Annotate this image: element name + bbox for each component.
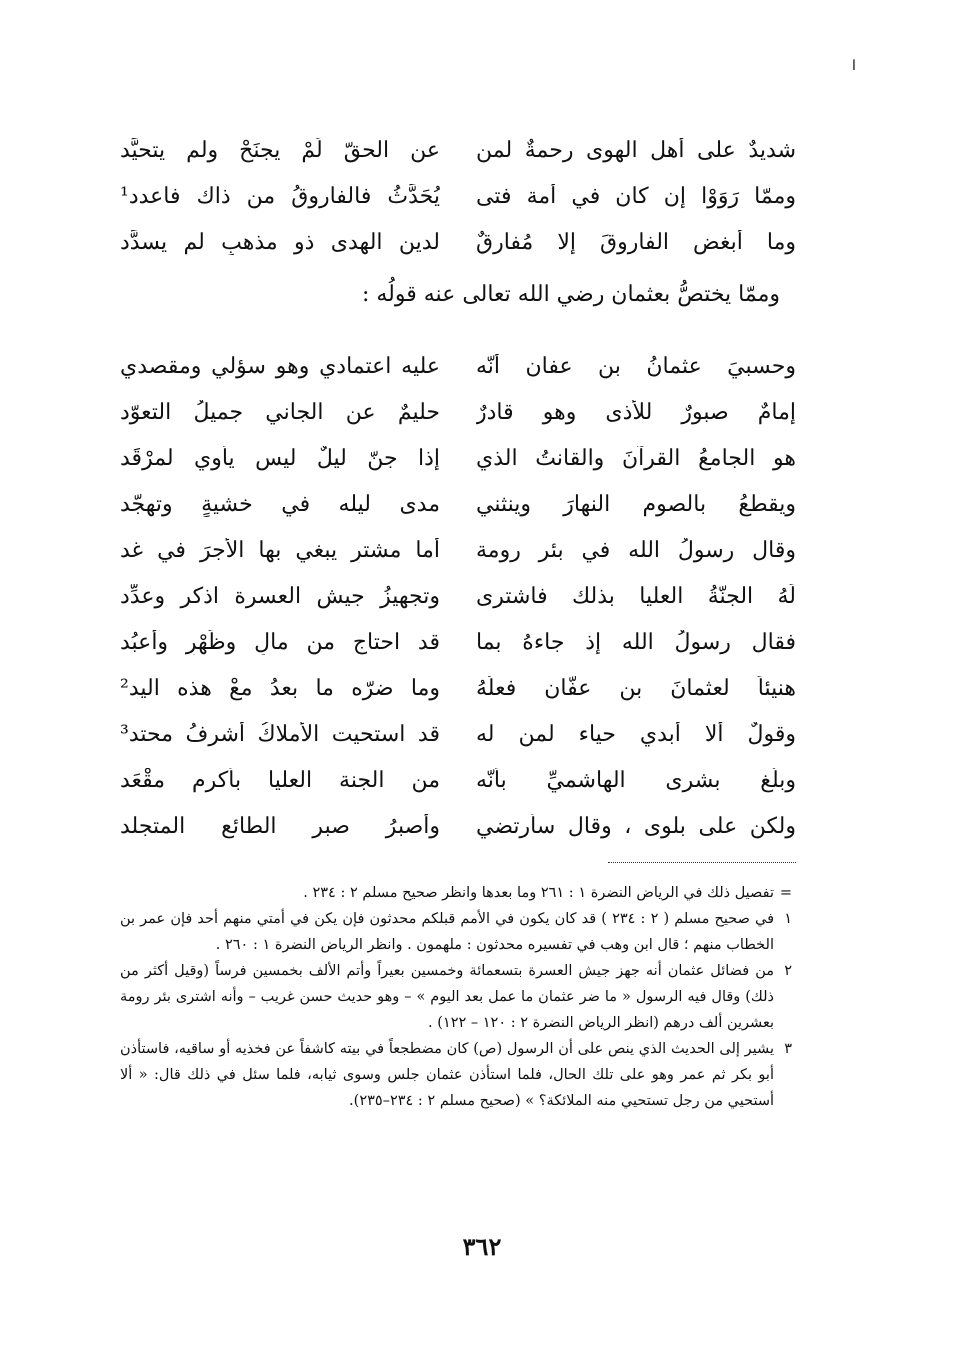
footnote bbox=[120, 1036, 792, 1114]
verse-left-hemistich: وأصبرُ صبر الطائع المتجلد bbox=[120, 813, 440, 839]
verse-right-hemistich: هو الجامعُ القرآنَ والقانتُ الذي bbox=[476, 445, 796, 471]
verse-row bbox=[120, 665, 796, 711]
footnote-text: من فضائل عثمان أنه جهز جيش العسرة بتسعمائة وخمسين بعيراً وأتم الألف بخمسين فرساً (وقيل أكثر من ذلك) وقال فيه الرسول « ما ضر عثمان ما عمل بعد اليوم » – وهو حديث حسن غريب – وأنه اشترى بئر رومة بعشرين ألف درهم (انظر الرياض النضرة ٢ : ١٢٠ – ١٢٢) . bbox=[120, 963, 774, 1031]
verse-row bbox=[120, 389, 796, 435]
verse-right-hemistich: وبلّغ بشرى الهاشميِّ بأنّه bbox=[476, 767, 796, 793]
footnote-text: في صحيح مسلم ( ٢ : ٢٣٤ ) قد كان يكون في الأمم قبلكم محدثون فإن يكن في أمتي منهم أحد فإن عمر بن الخطاب منهم ؛ قال ابن وهب في تفسيره محدثون : ملهمون . وانظر الرياض النضرة ١ : ٢٦٠ . bbox=[120, 911, 775, 953]
footnote bbox=[120, 958, 792, 1036]
verse-right-hemistich: شديدٌ على أهل الهوى رحمةٌ لمن bbox=[476, 137, 796, 163]
verse-row bbox=[120, 757, 796, 803]
footnote-number: ١ bbox=[784, 911, 792, 927]
footnote-number: ٣ bbox=[784, 1041, 792, 1057]
verse-row bbox=[120, 573, 796, 619]
verse-left-hemistich: قد احتاج من مالٍ وظَهْرٍ وأعبُد bbox=[120, 629, 440, 655]
footnote bbox=[120, 906, 792, 958]
verse-row bbox=[120, 173, 796, 219]
verse-row bbox=[120, 481, 796, 527]
verse-left-hemistich: يُحَدَّثُ فالفاروقُ من ذاك فاعدد¹ bbox=[120, 183, 440, 209]
verse-right-hemistich: وقولٌ ألا أبدي حياء لمن له bbox=[476, 721, 796, 747]
footnote-text: يشير إلى الحديث الذي ينص على أن الرسول (ص) كان مضطجعاً في بيته كاشفاً عن فخذيه أو ساقيه، فاستأذن أبو بكر ثم عمر وهو على تلك الحال، فلما استأذن عثمان جلس وسوى ثيابه، فلما سئل في ذلك قال: « ألا أستحيي من رجل تستحيي منه الملائكة؟ » (صحيح مسلم ٢ : ٢٣٤–٢٣٥). bbox=[120, 1041, 774, 1109]
verse-right-hemistich: ويقطعُ بالصوم النهارَ وينثني bbox=[476, 491, 796, 517]
prose-line: وممّا يختصُّ بعثمان رضي الله تعالى عنه قولُه : bbox=[361, 282, 780, 307]
verse-left-hemistich: عن الحقّ لَمْ يجنَحْ ولم يتحيَّد bbox=[120, 137, 440, 163]
verse-right-hemistich: إمامٌ صبورٌ للأذى وهو قادرٌ bbox=[476, 399, 796, 425]
verse-right-hemistich: وحسبيَ عثمانُ بن عفان أنّه bbox=[476, 353, 796, 379]
verses-main bbox=[120, 343, 796, 849]
verse-right-hemistich: وقال رسولُ الله في بئر رومة bbox=[476, 537, 796, 563]
page-number: ٣٦٢ bbox=[462, 1232, 502, 1261]
footnotes bbox=[120, 880, 792, 1114]
verse-left-hemistich: قد استحيت الأملاكُ أشرفُ محتد³ bbox=[120, 721, 440, 747]
verse-left-hemistich: وتجهيزُ جيشِ العسرة اذكر وعدِّد bbox=[120, 583, 440, 609]
verse-row bbox=[120, 619, 796, 665]
verse-row bbox=[120, 527, 796, 573]
footnote-number: = bbox=[779, 885, 792, 901]
verse-right-hemistich: وممّا رَوَوْا إن كان في أمة فتى bbox=[476, 183, 796, 209]
verse-left-hemistich: لدين الهدى ذو مذهبٍ لم يسدَّد bbox=[120, 229, 440, 255]
verse-row bbox=[120, 127, 796, 173]
verse-right-hemistich: هنيئاً لعثمانَ بن عفّان فعلُهُ bbox=[476, 675, 796, 701]
verse-left-hemistich: أما مشترٍ يبغي بها الأجرَ في غد bbox=[120, 537, 440, 563]
verse-right-hemistich: ولكن على بلوى ، وقال سأرتضي bbox=[476, 813, 796, 839]
verse-left-hemistich: مدى ليله في خشيةٍ وتهجّد bbox=[120, 491, 440, 517]
page-mark: ا bbox=[852, 58, 856, 74]
verse-left-hemistich: عليه اعتمادي وهو سؤلي ومقصدي bbox=[120, 353, 440, 379]
verse-right-hemistich: وما أبغض الفاروقَ إلا مُفارقٌ bbox=[476, 229, 796, 255]
footnote-number: ٢ bbox=[784, 963, 792, 979]
verse-left-hemistich: من الجنة العليا بأكرمِ مقْعَد bbox=[120, 767, 440, 793]
footnote-text: تفصيل ذلك في الرياض النضرة ١ : ٢٦١ وما بعدها وانظر صحيح مسلم ٢ : ٢٣٤ . bbox=[303, 885, 774, 901]
verse-left-hemistich: إذا جنّ ليلٌ ليس يأوي لمرْقَد bbox=[120, 445, 440, 471]
verse-row bbox=[120, 711, 796, 757]
footnote-divider bbox=[608, 862, 796, 863]
verse-right-hemistich: لَهُ الجنّةُ العليا بذلك فاشترى bbox=[476, 583, 796, 609]
verse-row bbox=[120, 435, 796, 481]
verse-left-hemistich: حليمٌ عن الجاني جميلُ التعوّد bbox=[120, 399, 440, 425]
verse-row bbox=[120, 219, 796, 265]
verses-top bbox=[120, 127, 796, 265]
verse-row bbox=[120, 343, 796, 389]
footnote bbox=[120, 880, 792, 906]
verse-right-hemistich: فقال رسولُ الله إذ جاءهُ بما bbox=[476, 629, 796, 655]
verse-row bbox=[120, 803, 796, 849]
verse-left-hemistich: وما ضرّه ما بعدُ معْ هذه اليد² bbox=[120, 675, 440, 701]
